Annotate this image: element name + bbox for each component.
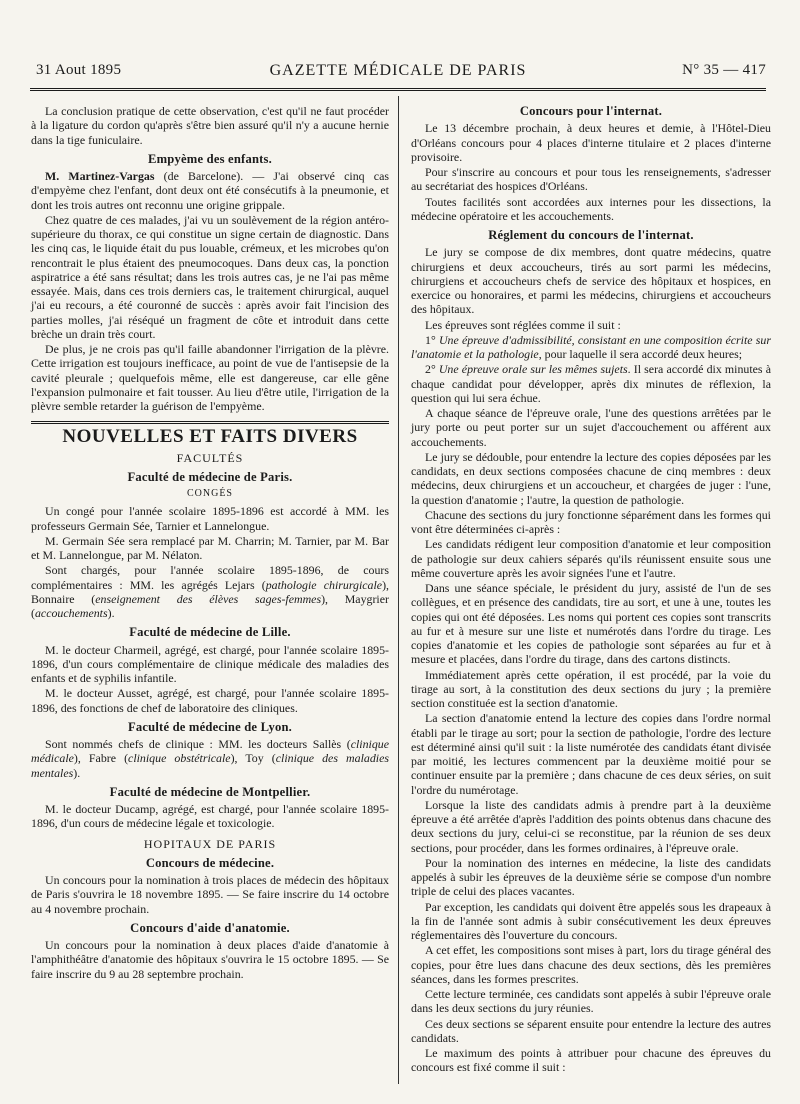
paragraph: Toutes facilités sont accordées aux internes pour les dissections, la médecine opératoire et les accouchements.: [411, 194, 771, 223]
paragraph: Pour s'inscrire au concours et pour tous les renseignements, s'adresser au secrétariat des hospices d'Orléans.: [411, 165, 771, 194]
paragraph: Chacune des sections du jury fonctionne séparément dans les formes qui vont être déterminées ci-après :: [411, 507, 771, 536]
paragraph: Un concours pour la nomination à trois places de médecin des hôpitaux de Paris s'ouvrira le 18 novembre 1895. — Se faire inscrire du 14 octobre au 4 novembre prochain.: [31, 873, 389, 916]
paragraph: Par exception, les candidats qui doivent être appelés sous les drapeaux à la fin de l'année sont admis à subir consécutivement les deux épreuves réglementaires dès l'ouverture du concours.: [411, 899, 771, 942]
author-name: M. Martinez-Vargas: [45, 169, 155, 183]
journal-title: GAZETTE MÉDICALE DE PARIS: [269, 62, 527, 79]
section-heading-reglement: Réglement du concours de l'internat.: [488, 228, 694, 242]
paragraph: Dans une séance spéciale, le président du jury, assisté de l'un de ses collègues, et en présence des candidats, tire au sort, et une à une, toutes les copies qui ont été déposées. Les noms qui portent ces copies sont transcrits au fur et à mesure sur une liste et numérotés dans l'ordre du tirage. Les copies d'anatomie et les copies de pathologie sont séparées au fur et à mesure et placées, dans l'ordre du tirage, dans des cartons distincts.: [411, 581, 771, 667]
paragraph: A chaque séance de l'épreuve orale, l'une des questions arrêtées par le jury porte ou peut porter sur un sujet d'accouchement ou afférent aux accouchements.: [411, 406, 771, 449]
paragraph: Sont nommés chefs de clinique : MM. les docteurs Sallès (clinique médicale), Fabre (clinique obstétricale), Toy (clinique des maladies mentales).: [31, 737, 389, 780]
paragraph: Le jury se compose de dix membres, dont quatre médecins, quatre chirurgiens et deux accoucheurs, tirés au sort parmi les médecins, chirurgiens et accoucheurs chefs de service des hôpitaux et hospices, en exercice ou honoraires, et parmi les médecins, chirurgiens et accoucheurs des hôpitaux.: [411, 245, 771, 317]
paragraph: Pour la nomination des internes en médecine, la liste des candidats appelés à subir les épreuves de la deuxième série se compose d'un nombre triple de celui des places vacantes.: [411, 855, 771, 899]
section-heading-empyeme: Empyème des enfants.: [148, 151, 272, 166]
paragraph: La conclusion pratique de cette observation, c'est qu'il ne faut procéder à la ligature du cordon qu'après s'être bien assuré qu'il n'y a aucune hernie dans la tige funiculaire.: [31, 104, 389, 147]
paragraph: De plus, je ne crois pas qu'il faille abandonner l'irrigation de la plèvre. Cette irrigation est toujours inefficace, au point de vue de l'antisepsie de la cavité pleurale ; quelquefois même, elle est dangereuse, car elle gêne l'expansion pulmonaire et fait tousser. Au lieu d'être utile, l'irrigation de la plèvre semble retarder la guérison de l'empyème.: [31, 342, 389, 413]
section-heading-lille: Faculté de médecine de Lille.: [129, 625, 291, 640]
facultes-heading: FACULTÉS: [176, 450, 244, 465]
issue-date: 31 Aout 1895: [36, 62, 122, 78]
section-heading-paris: Faculté de médecine de Paris.: [127, 469, 293, 484]
paragraph: Les candidats rédigent leur composition d'anatomie et leur composition de pathologie sur deux cahiers séparés qu'ils réunissent ensuite sous une même couverture après les avoir signées l'une et l'autre.: [411, 537, 771, 580]
section-heading-internat: Concours pour l'internat.: [519, 104, 663, 118]
paragraph: La section d'anatomie entend la lecture des copies dans l'ordre normal établi par le tirage au sort; pour la section de pathologie, l'ordre des lecture est déterminé ainsi qu'il suit : la liste numérotée des candidats étant divisée par moitié, les lectures commencent par la deuxième moitié pour se continuer ensuite par la première ; dans chacune de ces deux séries, on suit l'ordre du numérotage.: [411, 711, 771, 797]
paragraph: Ces deux sections se séparent ensuite pour entendre la lecture des autres candidats.: [411, 1016, 771, 1045]
paragraph: Un concours pour la nomination à deux places d'aide d'anatomie à l'amphithéâtre d'anatomie des hôpitaux s'ouvrira le 15 octobre 1895. — Se faire inscrire du 9 au 28 septembre prochain.: [31, 938, 389, 981]
paragraph: 2° Une épreuve orale sur les mêmes sujets. Il sera accordé dix minutes à chaque candidat pour développer, après dix minutes de réflexion, la question qui lui sera échue.: [411, 362, 771, 405]
page-header: [30, 56, 766, 82]
paragraph: Immédiatement après cette opération, il est procédé, par la voie du tirage au sort, à la constitution des deux sections du jury ; la première section constituée est la section d'anatomie.: [411, 667, 771, 710]
section-heading-aide-anatomie: Concours d'aide d'anatomie.: [130, 920, 290, 935]
paragraph: Cette lecture terminée, ces candidats sont appelés à subir l'épreuve orale dans les deux sections du jury réunies.: [411, 987, 771, 1016]
paragraph: Sont chargés, pour l'année scolaire 1895-1896, de cours complémentaires : MM. les agrégés Lejars (pathologie chirurgicale), Bonnaire (enseignement des élèves sages-femmes), Maygrier (accouchements).: [31, 563, 390, 620]
paragraph: Le jury se dédouble, pour entendre la lecture des copies déposées par les candidats, en deux sections composées chacune de cinq membres : deux médecins, deux chirurgiens et un accoucheur, et chargées de juger : l'une, la question d'anatomie ; l'autre, la question de pathologie.: [411, 449, 771, 507]
column-divider: [398, 96, 399, 1084]
paragraph: Chez quatre de ces malades, j'ai vu un soulèvement de la région antéro-supérieure du thorax, ce qui constitue un signe certain de diagnostic. Dans les cinq cas, le liquide était du pus louable, crémeux, et les microbes qu'on rencontrait le plus étaient des pneumocoques. Dans deux cas, la ponction aspiratrice a été sans résultat; dans les trois autres cas, je ne l'ai pas même essayée. Mais, dans ces trois derniers cas, le traitement chirurgical, auquel j'ai eu recours, a été couronné de succès : après avoir fait l'incision des parties molles, j'ai réséqué un fragment de côte et introduit dans cette brèche un drain très court.: [31, 212, 389, 341]
section-heading-lyon: Faculté de médecine de Lyon.: [127, 719, 293, 734]
paragraph: Lorsque la liste des candidats admis à prendre part à la deuxième épreuve a été arrêtée d'après l'addition des points obtenus dans chacune des deux sections du jury, celui-ci se reconstitue, par la réunion de ses deux sections, pour procéder, dans les formes ordinaires, à l'épreuve orale.: [411, 797, 771, 855]
paragraph: M. le docteur Ausset, agrégé, est chargé, pour l'année scolaire 1895-1896, des fonctions de chef de laboratoire des cliniques.: [31, 686, 389, 715]
hopitaux-heading: HOPITAUX DE PARIS: [143, 836, 277, 851]
paragraph: M. Martinez-Vargas (de Barcelone). — J'ai observé cinq cas d'empyème chez l'enfant, dont deux ont été consécutifs à la pneumonie, et dont les trois autres ont reconnu une origine grippale.: [31, 169, 389, 212]
issue-page-number: N° 35 — 417: [682, 62, 766, 78]
section-rule: [31, 421, 389, 424]
paragraph: Les épreuves sont réglées comme il suit :: [425, 317, 621, 332]
paragraph: 1° Une épreuve d'admissibilité, consistant en une composition écrite sur l'anatomie et la pathologie, pour laquelle il sera accordé deux heures;: [411, 332, 771, 361]
header-rule: [30, 88, 766, 91]
left-column: [31, 104, 389, 982]
paragraph: M. Germain Sée sera remplacé par M. Charrin; M. Tarnier, par M. Bar et M. Lannelongue, par M. Nélaton.: [31, 533, 389, 562]
section-heading-montpellier: Faculté de médecine de Montpellier.: [109, 784, 311, 799]
paragraph: M. le docteur Ducamp, agrégé, est chargé, pour l'année scolaire 1895-1896, d'un cours de médecine légale et toxicologie.: [31, 802, 389, 831]
nouvelles-heading: NOUVELLES ET FAITS DIVERS: [62, 426, 358, 448]
right-column: [411, 104, 771, 1076]
paragraph: Le maximum des points à attribuer pour chacune des épreuves du concours est fixé comme il suit :: [411, 1046, 771, 1075]
paragraph: Un congé pour l'année scolaire 1895-1896 est accordé à MM. les professeurs Germain Sée, Tarnier et Lannelongue.: [31, 504, 389, 533]
paragraph: Le 13 décembre prochain, à deux heures et demie, à l'Hôtel-Dieu d'Orléans concours pour 4 places d'interne titulaire et 2 places d'interne provisoire.: [411, 121, 771, 164]
conges-heading: CONGÉS: [186, 488, 233, 499]
paragraph: A cet effet, les compositions sont mises à part, lors du tirage général des copies, pour être lues dans chacune des deux sections, dès les premières séances, dans les formes prescrites.: [411, 943, 771, 986]
section-heading-concours-medecine: Concours de médecine.: [145, 855, 275, 870]
paragraph: M. le docteur Charmeil, agrégé, est chargé, pour l'année scolaire 1895-1896, d'un cours complémentaire de clinique médicale des maladies des enfants et de syphilis infantile.: [31, 642, 389, 685]
